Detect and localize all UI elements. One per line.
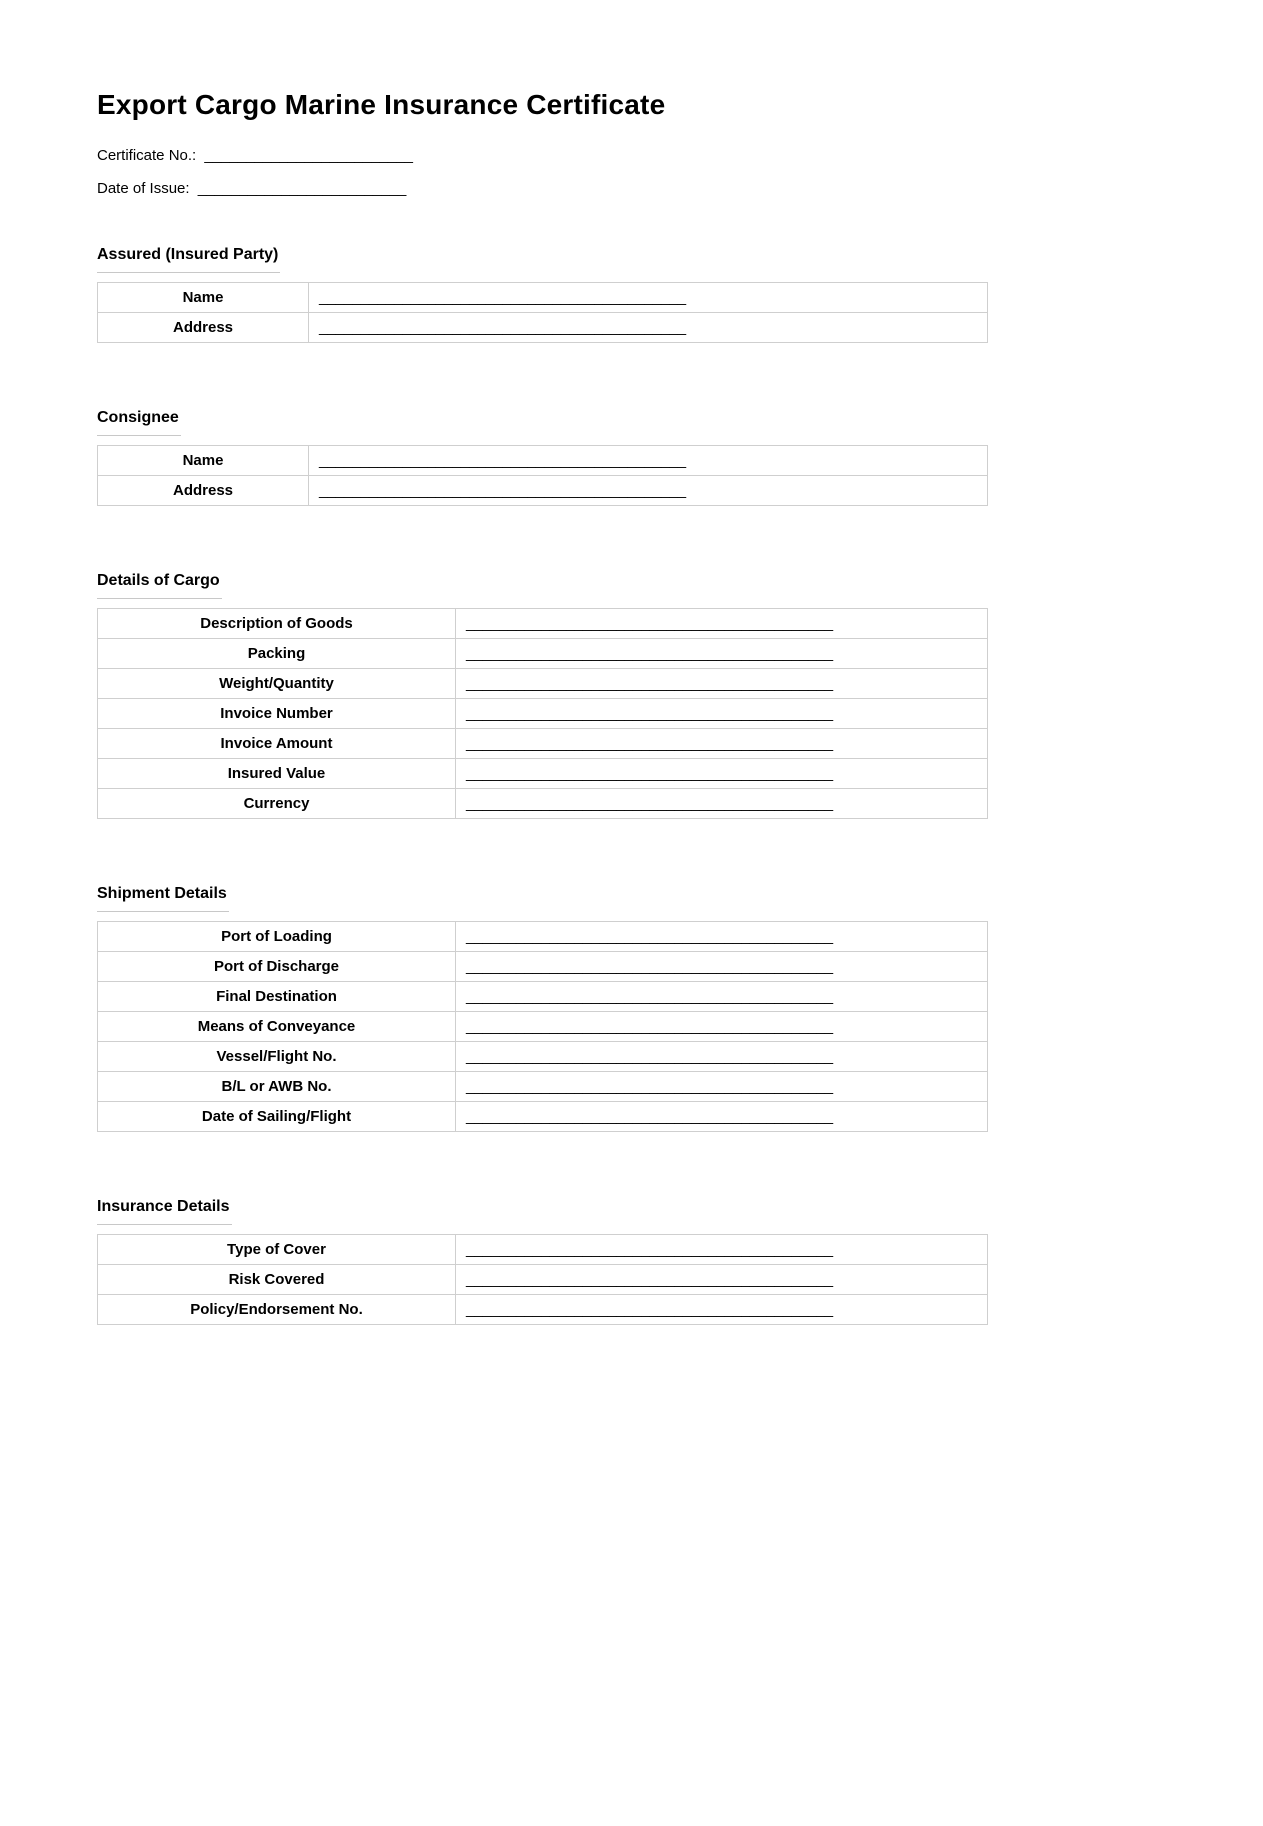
cargo-table bbox=[97, 608, 988, 819]
blank-line: ____________________________________________ bbox=[466, 1300, 834, 1318]
row-label-name: Name bbox=[98, 446, 309, 476]
section-heading-insurance: Insurance Details bbox=[97, 1197, 232, 1225]
row-value-cell bbox=[456, 609, 988, 639]
row-value-cell bbox=[456, 1295, 988, 1325]
blank-line: ____________________________________________ bbox=[466, 1017, 834, 1035]
table-row bbox=[98, 759, 988, 789]
insurance-table-clipped-region bbox=[97, 1234, 988, 1318]
certificate-number-field bbox=[97, 146, 988, 166]
row-value-cell bbox=[456, 669, 988, 699]
row-value-cell bbox=[456, 1265, 988, 1295]
row-value-cell bbox=[309, 283, 988, 313]
table-row bbox=[98, 1265, 988, 1295]
certificate-number-blank-line: _________________________ bbox=[204, 147, 413, 164]
blank-line: ____________________________________________ bbox=[319, 288, 687, 306]
date-of-issue-label: Date of Issue: bbox=[97, 180, 190, 197]
row-label-type-of-cover: Type of Cover bbox=[98, 1235, 456, 1265]
table-row bbox=[98, 1042, 988, 1072]
table-row bbox=[98, 313, 988, 343]
blank-line: ____________________________________________ bbox=[466, 1077, 834, 1095]
row-label-port-of-loading: Port of Loading bbox=[98, 922, 456, 952]
row-value-cell bbox=[456, 639, 988, 669]
table-row bbox=[98, 922, 988, 952]
document-title: Export Cargo Marine Insurance Certificate bbox=[97, 89, 666, 120]
blank-line: ____________________________________________ bbox=[466, 734, 834, 752]
table-row bbox=[98, 1012, 988, 1042]
row-label-invoice-amount: Invoice Amount bbox=[98, 729, 456, 759]
shipment-table bbox=[97, 921, 988, 1132]
consignee-table bbox=[97, 445, 988, 506]
row-value-cell bbox=[456, 1072, 988, 1102]
table-row bbox=[98, 476, 988, 506]
table-row bbox=[98, 789, 988, 819]
table-row bbox=[98, 982, 988, 1012]
table-row bbox=[98, 283, 988, 313]
blank-line: ____________________________________________ bbox=[466, 794, 834, 812]
assured-table bbox=[97, 282, 988, 343]
table-row bbox=[98, 729, 988, 759]
row-label-date-of-sailing-flight: Date of Sailing/Flight bbox=[98, 1102, 456, 1132]
insurance-table bbox=[97, 1234, 988, 1325]
row-value-cell bbox=[456, 759, 988, 789]
section-heading-assured: Assured (Insured Party) bbox=[97, 245, 280, 273]
row-label-address: Address bbox=[98, 313, 309, 343]
blank-line: ____________________________________________ bbox=[466, 614, 834, 632]
blank-line: ____________________________________________ bbox=[466, 927, 834, 945]
section-heading-shipment: Shipment Details bbox=[97, 884, 229, 912]
row-label-currency: Currency bbox=[98, 789, 456, 819]
table-row bbox=[98, 1102, 988, 1132]
blank-line: ____________________________________________ bbox=[466, 957, 834, 975]
blank-line: ____________________________________________ bbox=[319, 451, 687, 469]
row-value-cell bbox=[456, 1012, 988, 1042]
row-value-cell bbox=[309, 476, 988, 506]
row-value-cell bbox=[456, 699, 988, 729]
table-row bbox=[98, 1235, 988, 1265]
row-label-bl-or-awb-no: B/L or AWB No. bbox=[98, 1072, 456, 1102]
blank-line: ____________________________________________ bbox=[319, 318, 687, 336]
row-label-port-of-discharge: Port of Discharge bbox=[98, 952, 456, 982]
row-label-weight-quantity: Weight/Quantity bbox=[98, 669, 456, 699]
row-label-policy-endorsement-no: Policy/Endorsement No. bbox=[98, 1295, 456, 1325]
row-label-risk-covered: Risk Covered bbox=[98, 1265, 456, 1295]
section-heading-consignee: Consignee bbox=[97, 408, 181, 436]
blank-line: ____________________________________________ bbox=[466, 1240, 834, 1258]
row-value-cell bbox=[456, 789, 988, 819]
row-label-address: Address bbox=[98, 476, 309, 506]
blank-line: ____________________________________________ bbox=[466, 674, 834, 692]
row-value-cell bbox=[456, 922, 988, 952]
row-label-invoice-number: Invoice Number bbox=[98, 699, 456, 729]
row-label-final-destination: Final Destination bbox=[98, 982, 456, 1012]
row-label-insured-value: Insured Value bbox=[98, 759, 456, 789]
table-row bbox=[98, 952, 988, 982]
blank-line: ____________________________________________ bbox=[466, 764, 834, 782]
table-row bbox=[98, 669, 988, 699]
blank-line: ____________________________________________ bbox=[319, 481, 687, 499]
table-row bbox=[98, 639, 988, 669]
table-row bbox=[98, 1072, 988, 1102]
certificate-number-label: Certificate No.: bbox=[97, 147, 197, 164]
row-value-cell bbox=[309, 446, 988, 476]
blank-line: ____________________________________________ bbox=[466, 644, 834, 662]
blank-line: ____________________________________________ bbox=[466, 1107, 834, 1125]
row-value-cell bbox=[309, 313, 988, 343]
row-label-means-of-conveyance: Means of Conveyance bbox=[98, 1012, 456, 1042]
row-label-vessel-flight-no: Vessel/Flight No. bbox=[98, 1042, 456, 1072]
row-value-cell bbox=[456, 1042, 988, 1072]
row-value-cell bbox=[456, 1102, 988, 1132]
table-row bbox=[98, 699, 988, 729]
blank-line: ____________________________________________ bbox=[466, 987, 834, 1005]
blank-line: ____________________________________________ bbox=[466, 1047, 834, 1065]
row-value-cell bbox=[456, 1235, 988, 1265]
blank-line: ____________________________________________ bbox=[466, 704, 834, 722]
table-row bbox=[98, 609, 988, 639]
date-of-issue-blank-line: _________________________ bbox=[197, 180, 407, 197]
row-value-cell bbox=[456, 982, 988, 1012]
date-of-issue-field bbox=[97, 179, 988, 199]
blank-line: ____________________________________________ bbox=[466, 1270, 834, 1288]
section-heading-cargo: Details of Cargo bbox=[97, 571, 222, 599]
row-value-cell bbox=[456, 729, 988, 759]
row-value-cell bbox=[456, 952, 988, 982]
table-row bbox=[98, 446, 988, 476]
row-label-description-of-goods: Description of Goods bbox=[98, 609, 456, 639]
table-row bbox=[98, 1295, 988, 1325]
row-label-packing: Packing bbox=[98, 639, 456, 669]
row-label-name: Name bbox=[98, 283, 309, 313]
